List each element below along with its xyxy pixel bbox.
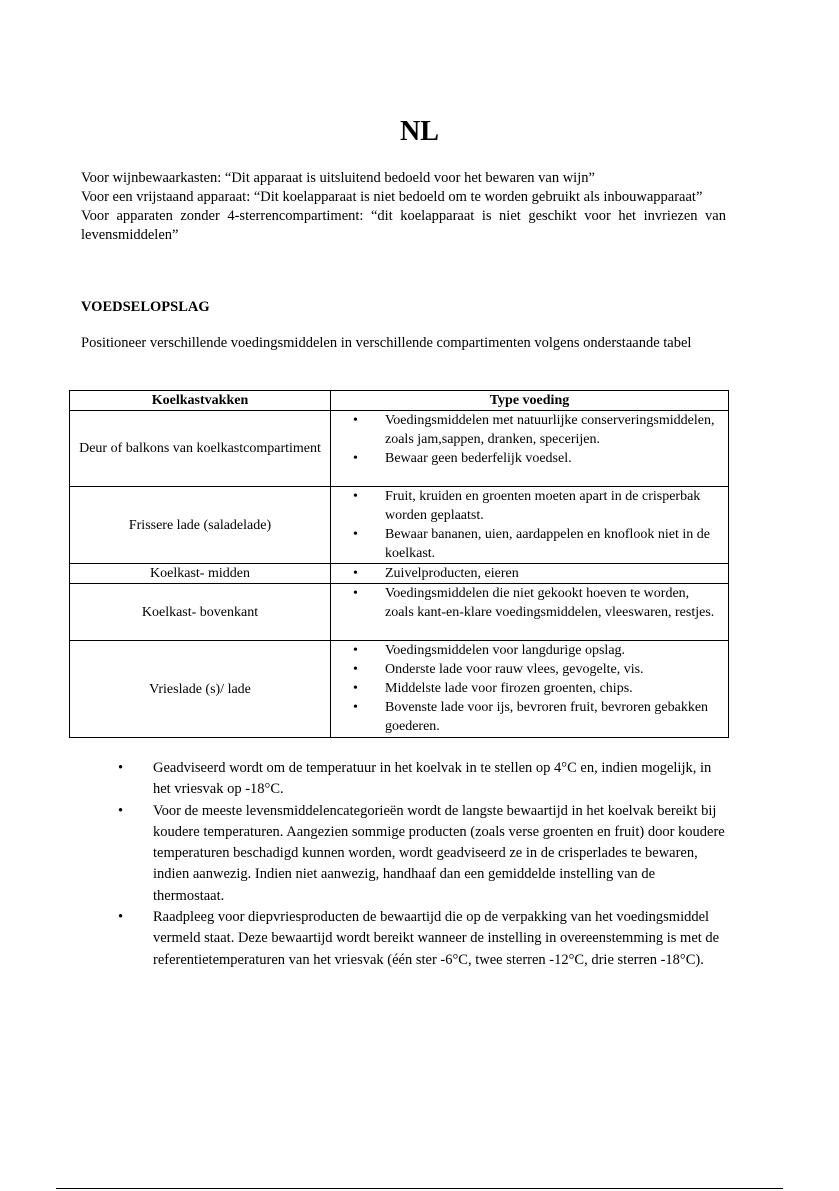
list-item: • Middelste lade voor firozen groenten, chips.: [331, 679, 720, 698]
storage-advice-list: [118, 758, 728, 971]
intro-block: [81, 169, 726, 245]
table-header-row: [70, 391, 729, 411]
compartment-cell: Frissere lade (saladelade): [70, 487, 331, 564]
table-row: [70, 487, 729, 564]
food-type-cell: [331, 487, 729, 564]
list-item: • Onderste lade voor rauw vlees, gevogelte, vis.: [331, 660, 720, 679]
list-item: • Bewaar geen bederfelijk voedsel.: [331, 449, 720, 468]
food-type-cell: [331, 564, 729, 584]
table-row: [70, 641, 729, 738]
intro-paragraph-freestanding: Voor een vrijstaand apparaat: “Dit koelapparaat is niet bedoeld om te worden gebruikt als inbouwapparaat”: [81, 189, 703, 205]
list-item: • Voedingsmiddelen voor langdurige opslag.: [331, 641, 720, 660]
food-type-cell: [331, 411, 729, 487]
table-row: [70, 411, 729, 487]
list-item: • Voedingsmiddelen met natuurlijke conserveringsmiddelen, zoals jam,sappen, dranken, specerijen.: [331, 411, 720, 449]
column-header-food-type: Type voeding: [331, 391, 729, 411]
advice-item-storage-time: • Voor de meeste levensmiddelencategorieën wordt de langste bewaartijd in het koelvak bereikt bij koudere temperaturen. Aangezien sommige producten (zoals verse groenten en fruit) door koudere temperaturen beschadigd kunnen worden, wordt geadviseerd ze in de crisperlades te bewaren, indien aanwezig. Indien niet aanwezig, handhaaf dan een gemiddelde instelling van de thermostaat.: [118, 801, 728, 907]
list-item: • Bovenste lade voor ijs, bevroren fruit, bevroren gebakken goederen.: [331, 698, 720, 736]
intro-paragraph-no-freezer: Voor apparaten zonder 4-sterrencompartiment: “dit koelapparaat is niet geschikt voor het invriezen van levensmiddelen”: [81, 208, 726, 243]
column-header-compartment: Koelkastvakken: [70, 391, 331, 411]
food-type-cell: [331, 584, 729, 641]
food-type-cell: [331, 641, 729, 738]
advice-item-temperature: • Geadviseerd wordt om de temperatuur in het koelvak in te stellen op 4°C en, indien mogelijk, in het vriesvak op -18°C.: [118, 758, 728, 801]
compartment-cell: Vrieslade (s)/ lade: [70, 641, 331, 738]
table-row: [70, 584, 729, 641]
list-item: • Bewaar bananen, uien, aardappelen en knoflook niet in de koelkast.: [331, 525, 720, 563]
section-heading: VOEDSELOPSLAG: [81, 299, 210, 315]
page-title: NL: [400, 116, 439, 147]
list-item: • Voedingsmiddelen die niet gekookt hoeven te worden, zoals kant-en-klare voedingsmiddelen, vleeswaren, restjes.: [331, 584, 720, 622]
list-item: • Fruit, kruiden en groenten moeten apart in de crisperbak worden geplaatst.: [331, 487, 720, 525]
compartment-cell: Koelkast- midden: [70, 564, 331, 584]
footer-divider: [56, 1188, 783, 1189]
advice-item-frozen-products: • Raadpleeg voor diepvriesproducten de bewaartijd die op de verpakking van het voedingsmiddel vermeld staat. Deze bewaartijd wordt bereikt wanneer de instelling in overeenstemming is met de referentietemperaturen van het vriesvak (één ster -6°C, twee sterren -12°C, drie sterren -18°C).: [118, 907, 728, 971]
intro-paragraph-wine: Voor wijnbewaarkasten: “Dit apparaat is uitsluitend bedoeld voor het bewaren van wijn”: [81, 170, 595, 186]
compartment-cell: Koelkast- bovenkant: [70, 584, 331, 641]
list-item: • Zuivelproducten, eieren: [331, 564, 720, 583]
food-storage-table: [69, 390, 729, 738]
table-row: [70, 564, 729, 584]
section-intro: Positioneer verschillende voedingsmiddelen in verschillende compartimenten volgens onderstaande tabel: [81, 335, 692, 351]
compartment-cell: Deur of balkons van koelkastcompartiment: [70, 411, 331, 487]
